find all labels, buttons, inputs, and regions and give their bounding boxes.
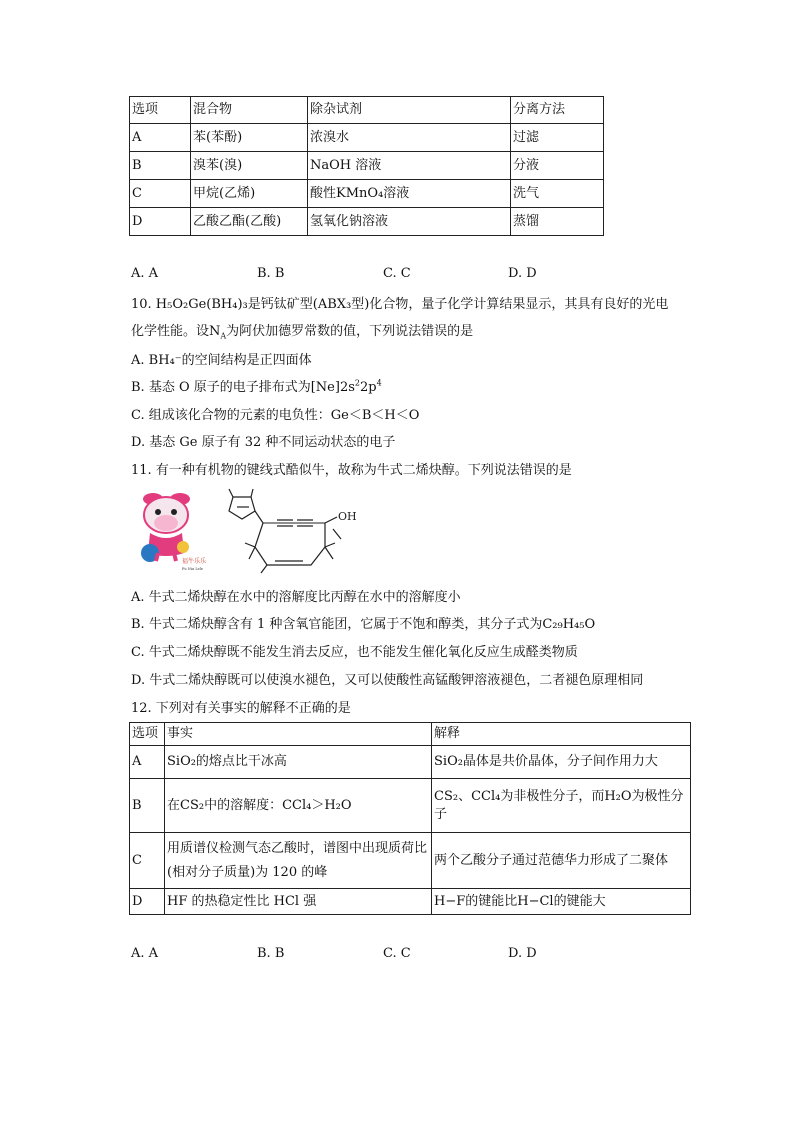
avogadro-subscript: A bbox=[220, 331, 227, 341]
table-cell: 酸性KMnO₄溶液 bbox=[308, 180, 511, 208]
mascot-caption: 福牛乐乐 bbox=[182, 558, 207, 565]
bond-line-structure-icon bbox=[215, 487, 360, 575]
option-c[interactable]: C. C bbox=[383, 266, 411, 281]
q10-stem-text2: 化学性能。设N bbox=[131, 324, 221, 339]
table-cell: 过滤 bbox=[511, 124, 604, 152]
separation-table bbox=[129, 96, 604, 236]
q10-formula: 10. H₅O₂Ge(BH₄)₃ bbox=[131, 297, 248, 312]
q10-optb-mid: 2p bbox=[360, 380, 377, 395]
q9-options bbox=[131, 266, 691, 286]
option-b[interactable]: B. B bbox=[257, 266, 285, 281]
q10-stem-text: 是钙钛矿型(ABX₃型)化合物，量子化学计算结果显示，其具有良好的光电 bbox=[247, 297, 669, 312]
table-cell: D bbox=[130, 889, 165, 915]
table-cell: 溴苯(溴) bbox=[191, 152, 308, 180]
table-cell: 在CS₂中的溶解度：CCl₄＞H₂O bbox=[165, 779, 432, 833]
table-cell: 两个乙酸分子通过范德华力形成了二聚体 bbox=[432, 833, 691, 889]
q12-options bbox=[131, 946, 691, 966]
table-header-row bbox=[130, 723, 691, 746]
table-cell: H−F的键能比H−Cl的键能大 bbox=[432, 889, 691, 915]
q10-optb-text: B. 基态 O 原子的电子排布式为[Ne]2s bbox=[131, 380, 355, 395]
molecule-structure bbox=[215, 487, 360, 575]
q11-option-d[interactable]: D. 牛式二烯炔醇既可以使溴水褪色，又可以使酸性高锰酸钾溶液褪色，二者褪色原理相同 bbox=[131, 673, 644, 688]
table-header-cell: 除杂试剂 bbox=[308, 97, 511, 124]
table-cell: A bbox=[130, 746, 165, 779]
q10-option-d[interactable]: D. 基态 Ge 原子有 32 种不同运动状态的电子 bbox=[131, 435, 396, 450]
cow-mascot-icon bbox=[128, 487, 208, 572]
table-cell: A bbox=[130, 124, 191, 152]
table-cell: D bbox=[130, 208, 191, 236]
table-cell: B bbox=[130, 152, 191, 180]
table-row bbox=[130, 152, 604, 180]
q10-stem-line2 bbox=[131, 320, 473, 341]
table-cell: 分液 bbox=[511, 152, 604, 180]
table-cell: SiO₂的熔点比干冰高 bbox=[165, 746, 432, 779]
superscript: 4 bbox=[376, 378, 382, 388]
q10-option-a[interactable]: A. BH₄⁻的空间结构是正四面体 bbox=[131, 353, 312, 368]
q11-option-c[interactable]: C. 牛式二烯炔醇既不能发生消去反应，也不能发生催化氧化反应生成醛类物质 bbox=[131, 645, 578, 660]
table-header-cell: 解释 bbox=[432, 723, 691, 746]
table-header-row bbox=[130, 97, 604, 124]
table-header-cell: 分离方法 bbox=[511, 97, 604, 124]
table-cell: 用质谱仪检测气态乙酸时，谱图中出现质荷比(相对分子质量)为 120 的峰 bbox=[165, 833, 432, 889]
option-b[interactable]: B. B bbox=[257, 946, 285, 961]
q10-option-c[interactable]: C. 组成该化合物的元素的电负性：Ge＜B＜H＜O bbox=[131, 408, 420, 423]
table-cell: C bbox=[130, 180, 191, 208]
superscript: 2 bbox=[354, 378, 360, 388]
table-cell: 氢氧化钠溶液 bbox=[308, 208, 511, 236]
q10-option-b[interactable] bbox=[131, 376, 382, 395]
q11-option-a[interactable]: A. 牛式二烯炔醇在水中的溶解度比丙醇在水中的溶解度小 bbox=[131, 590, 461, 605]
table-cell: 蒸馏 bbox=[511, 208, 604, 236]
table-cell: 甲烷(乙烯) bbox=[191, 180, 308, 208]
q12-stem: 12. 下列对有关事实的解释不正确的是 bbox=[131, 701, 351, 716]
option-c[interactable]: C. C bbox=[383, 946, 411, 961]
table-cell: 浓溴水 bbox=[308, 124, 511, 152]
table-cell: SiO₂晶体是共价晶体，分子间作用力大 bbox=[432, 746, 691, 779]
table-header-cell: 混合物 bbox=[191, 97, 308, 124]
q11-option-b[interactable]: B. 牛式二烯炔醇含有 1 种含氧官能团，它属于不饱和醇类，其分子式为C₂₉H₄₅O bbox=[131, 617, 596, 632]
table-header-cell: 选项 bbox=[130, 723, 165, 746]
table-cell: C bbox=[130, 833, 165, 889]
option-d[interactable]: D. D bbox=[508, 946, 537, 961]
q11-stem: 11. 有一种有机物的键线式酷似牛，故称为牛式二烯炔醇。下列说法错误的是 bbox=[131, 463, 572, 478]
table-cell: HF 的热稳定性比 HCl 强 bbox=[165, 889, 432, 915]
q10-stem-line1 bbox=[131, 293, 668, 312]
table-cell: B bbox=[130, 779, 165, 833]
table-cell: CS₂、CCl₄为非极性分子，而H₂O为极性分子 bbox=[432, 779, 691, 833]
q10-stem-text3: 为阿伏加德罗常数的值，下列说法错误的是 bbox=[226, 324, 474, 339]
mascot-caption-en: Fu Niu Lele bbox=[182, 567, 203, 571]
table-row bbox=[130, 124, 604, 152]
table-cell: NaOH 溶液 bbox=[308, 152, 511, 180]
table-row bbox=[130, 833, 691, 889]
option-d[interactable]: D. D bbox=[508, 266, 537, 281]
option-a[interactable]: A. A bbox=[131, 266, 159, 281]
table-header-cell: 选项 bbox=[130, 97, 191, 124]
table-row bbox=[130, 779, 691, 833]
table-row bbox=[130, 208, 604, 236]
cow-mascot-image bbox=[128, 487, 208, 572]
table-cell: 乙酸乙酯(乙酸) bbox=[191, 208, 308, 236]
table-cell: 苯(苯酚) bbox=[191, 124, 308, 152]
facts-table bbox=[129, 722, 691, 915]
table-row bbox=[130, 180, 604, 208]
option-a[interactable]: A. A bbox=[131, 946, 159, 961]
table-row bbox=[130, 889, 691, 915]
table-cell: 洗气 bbox=[511, 180, 604, 208]
table-header-cell: 事实 bbox=[165, 723, 432, 746]
table-row bbox=[130, 746, 691, 779]
oh-label: OH bbox=[338, 510, 357, 523]
